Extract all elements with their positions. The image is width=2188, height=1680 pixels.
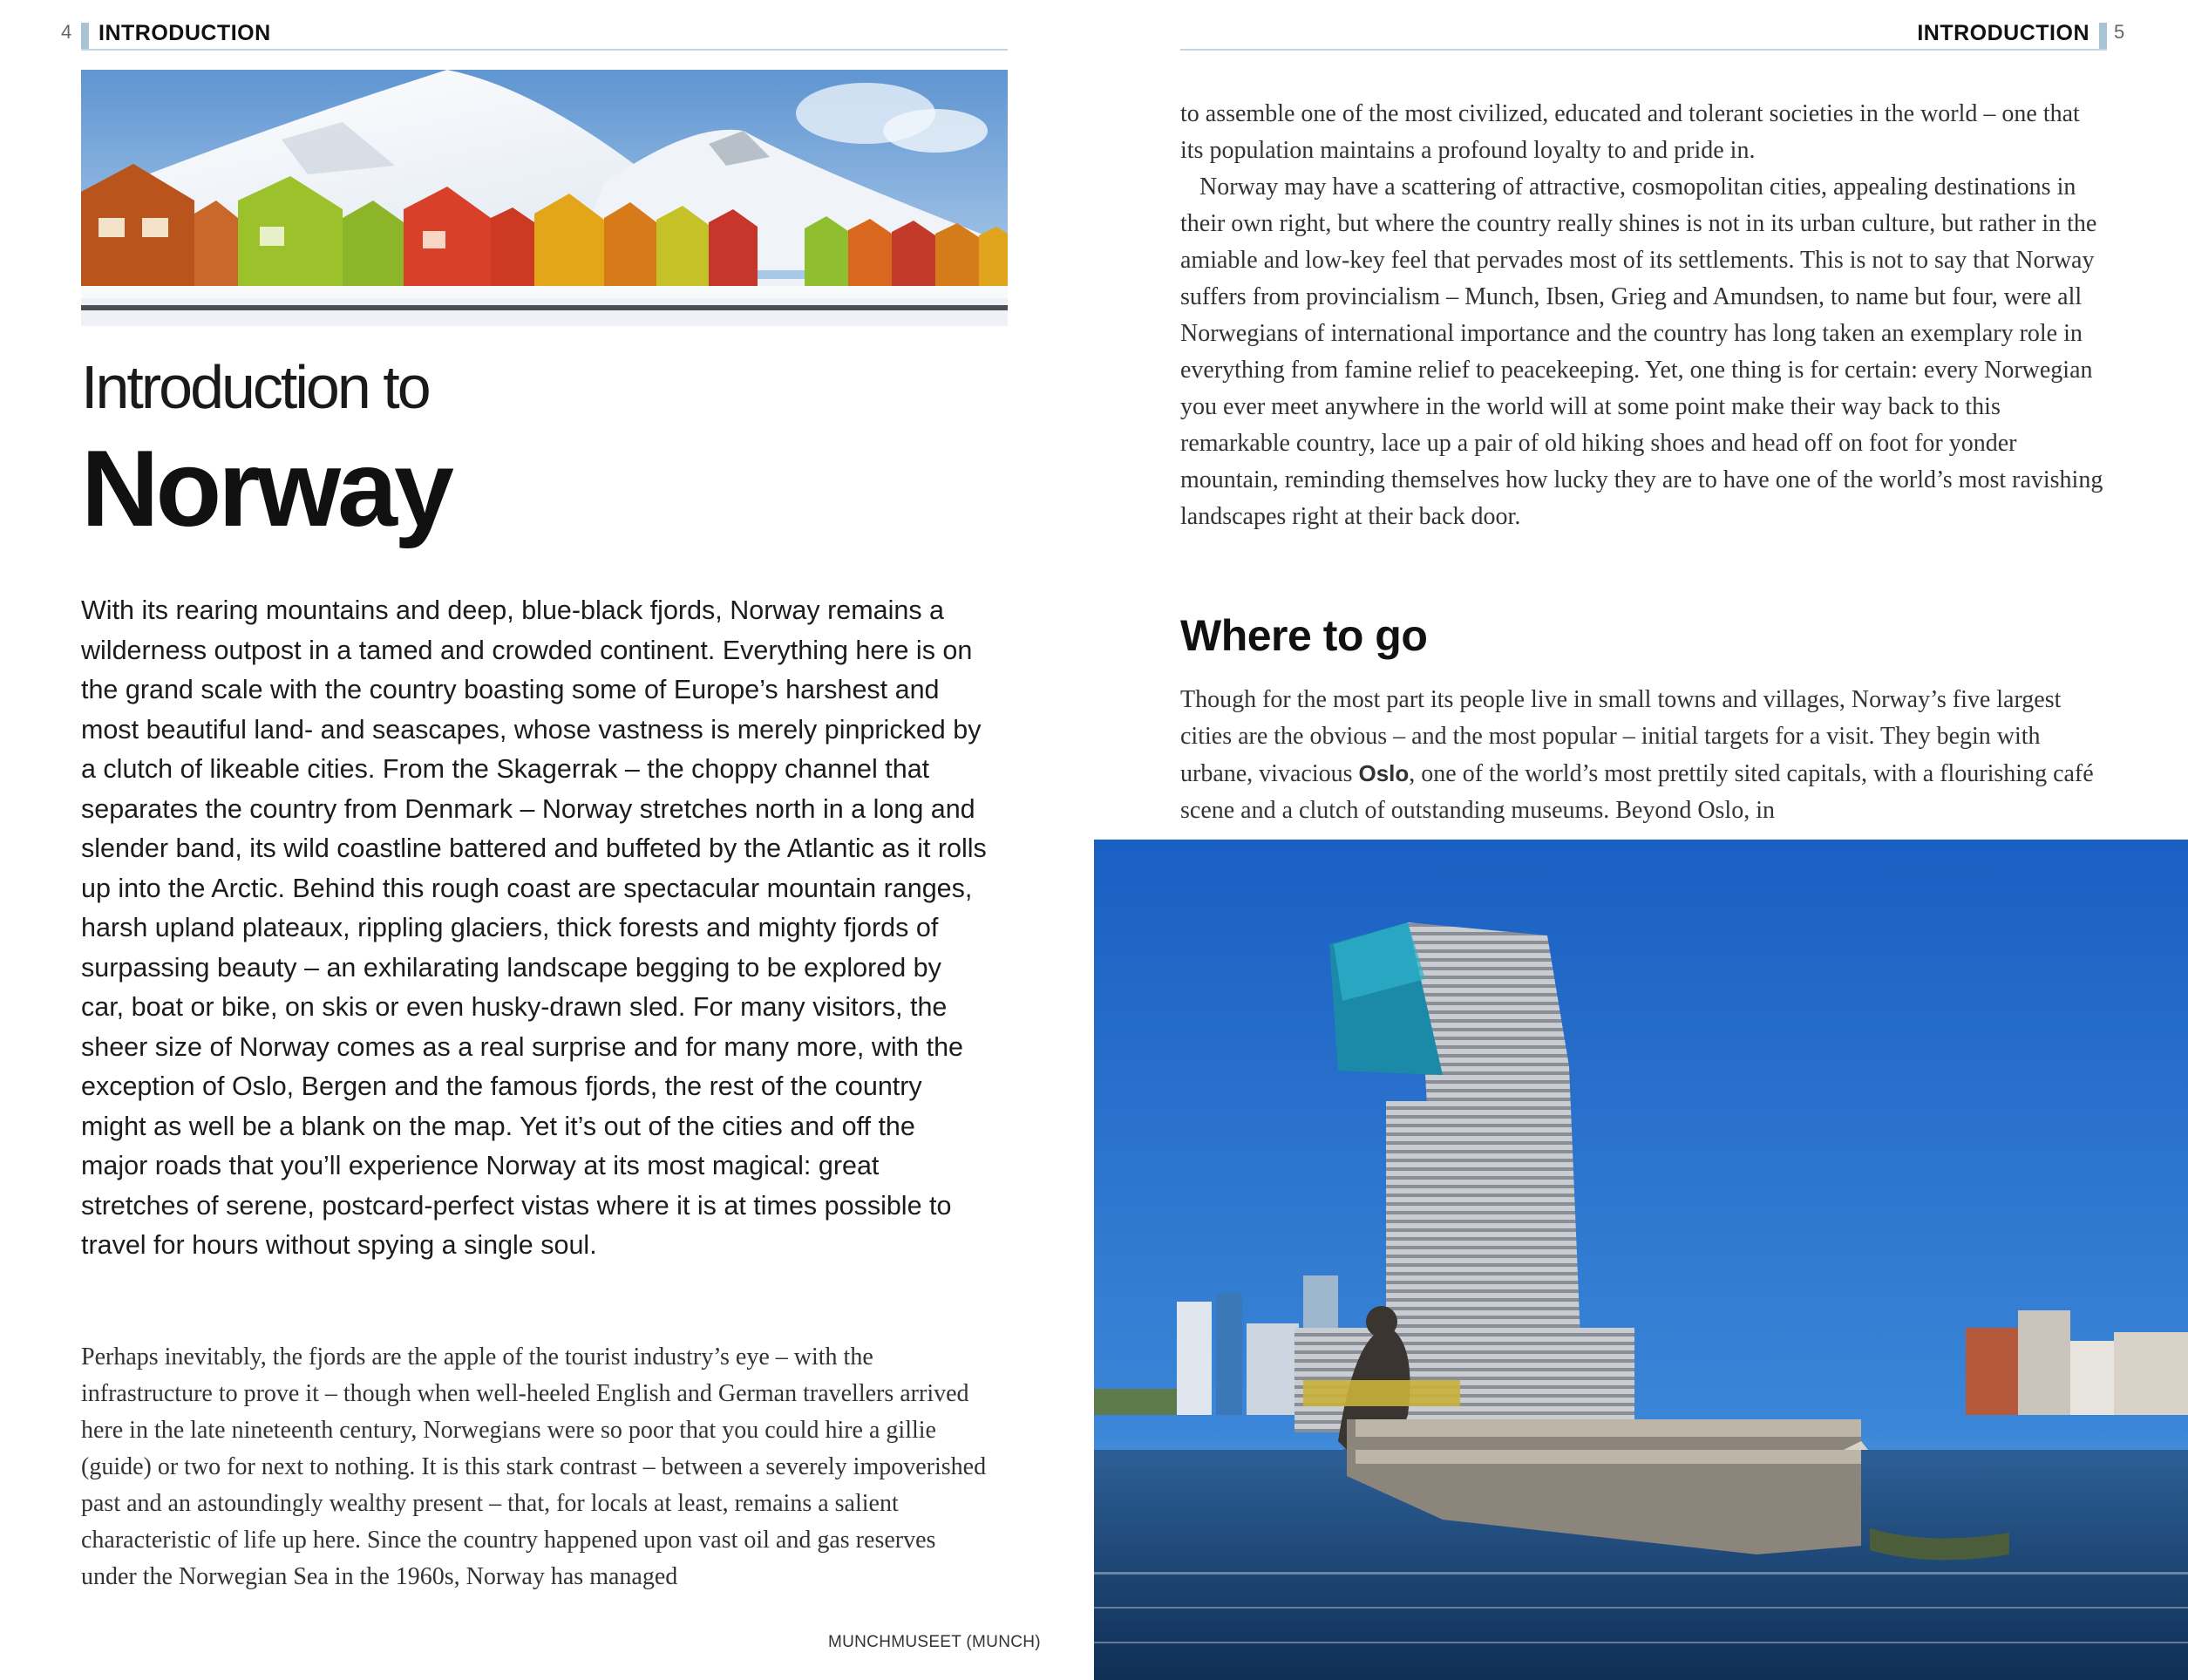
right-page bbox=[1094, 0, 2188, 1680]
where-text-post: , one of the world’s most prettily sited capitals, with a flourishing café scene and a clutch of outstanding museums. Beyond Oslo, in bbox=[1180, 760, 2094, 824]
header-bar bbox=[81, 23, 89, 49]
body-text-para1: to assemble one of the most civilized, educated and tolerant societies in the world – one that its population maintains a profound loyalty to and pride in. bbox=[1180, 100, 2080, 164]
body-paragraph-left bbox=[81, 1339, 996, 1595]
intro-text: With its rearing mountains and deep, blue-black fjords, Norway remains a wilderness outpost in a tamed and crowded continent. Everything here is on the grand scale with the country boasting some of Europe’s harshest and most beautiful land- and seascapes, whose vastness is merely pinpricked by a clutch of likeable cities. From the Skagerrak – the choppy channel that separates the country from Denmark – Norway stretches north in a long and slender band, its wild coastline battered and buffeted by the Atlantic as it rolls up into the Arctic. Behind this rough coast are spectacular mountain ranges, harsh upland plateaux, rippling glaciers, thick forests and mighty fjords of surpassing beauty – an exhilarating landscape begging to be explored by car, boat or bike, on skis or even husky-drawn sled. For many visitors, the sheer size of Norway comes as a real surprise and for many more, with the exception of Oslo, Bergen and the famous fjords, the rest of the country might as well be a blank on the map. Yet it’s out of the cities and off the major roads that you’ll experience Norway at its most magical: great stretches of serene, postcard-perfect vistas where it is at times possible to travel for hours without spying a single soul. bbox=[81, 595, 987, 1260]
header-rule bbox=[81, 49, 1008, 51]
page-number-right: 5 bbox=[2114, 21, 2125, 43]
photo-caption: MUNCHMUSEET (MUNCH) bbox=[828, 1633, 1041, 1651]
running-header-title: INTRODUCTION bbox=[1917, 21, 2089, 45]
section-heading: Where to go bbox=[1180, 611, 1428, 660]
where-to-go-text bbox=[1180, 682, 2104, 829]
running-header-title: INTRODUCTION bbox=[99, 21, 271, 45]
running-header-right bbox=[1180, 19, 2107, 51]
page-number-left: 4 bbox=[61, 21, 72, 43]
header-bar bbox=[2099, 23, 2107, 49]
body-paragraphs-right bbox=[1180, 96, 2104, 535]
running-header-left bbox=[81, 19, 1008, 51]
header-rule bbox=[1180, 49, 2107, 51]
intro-paragraph bbox=[81, 591, 988, 1266]
photo-munch-museum bbox=[1094, 840, 2188, 1680]
where-to-go-paragraph bbox=[1180, 682, 2104, 829]
page-title: Norway bbox=[81, 429, 451, 549]
page-title-prefix: Introduction to bbox=[81, 353, 429, 421]
oslo-bold: Oslo bbox=[1358, 760, 1410, 786]
photo-colorful-houses bbox=[81, 70, 1008, 326]
body-text-para2: Norway may have a scattering of attractive, cosmopolitan cities, appealing destinations in their own right, but where the country really shines is not in its urban culture, but rather in the amiable and low-key feel that pervades most of its settlements. This is not to say that Norway suffers from provincialism – Munch, Ibsen, Grieg and Amundsen, to name but four, were all Norwegians of international importance and the country has long taken an exemplary role in everything from famine relief to peacekeeping. Yet, one thing is for certain: every Norwegian you ever meet anywhere in the world will at some point make their way back to this remarkable country, lace up a pair of old hiking shoes and head off on foot for yonder mountain, reminding themselves how lucky they are to have one of the world’s most ravishing landscapes right at their back door. bbox=[1180, 173, 2103, 530]
where-text-pre: Though for the most part its people live in small towns and villages, Norway’s five largest cities are the obvious – and the most popular – initial targets for a visit. They begin with urbane, vivacious bbox=[1180, 686, 2062, 787]
body-text-left: Perhaps inevitably, the fjords are the apple of the tourist industry’s eye – with the infrastructure to prove it – though when well-heeled English and German travellers arrived here in the late nineteenth century, Norwegians were so poor that you could hire a gillie (guide) or two for next to nothing. It is this stark contrast – between a severely impoverished past and an astoundingly wealthy present – that, for locals at least, remains a salient characteristic of life up here. Since the country happened upon vast oil and gas reserves under the Norwegian Sea in the 1960s, Norway has managed bbox=[81, 1343, 987, 1590]
